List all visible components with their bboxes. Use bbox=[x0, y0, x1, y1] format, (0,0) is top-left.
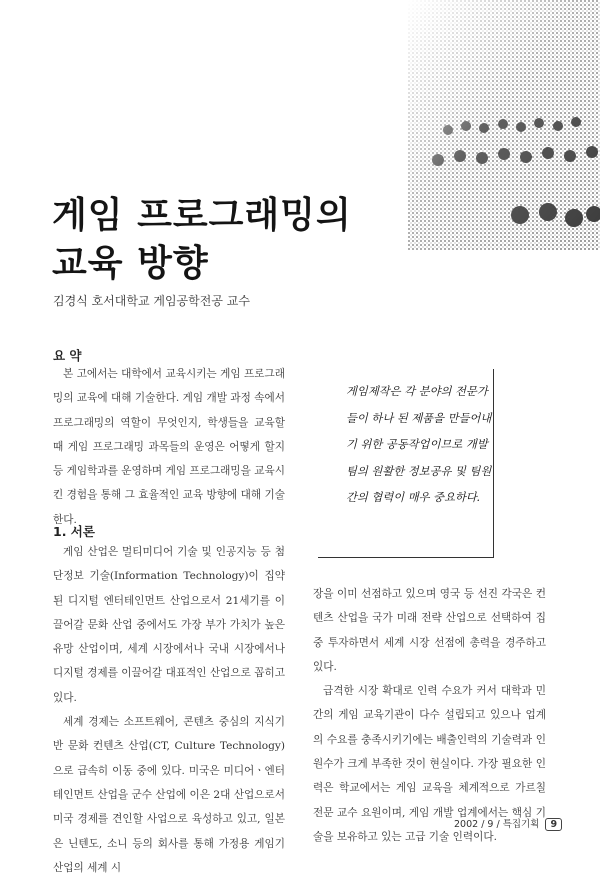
header-photo bbox=[408, 0, 600, 250]
conference-photo bbox=[408, 0, 600, 250]
intro-paragraph-2: 세계 경제는 소프트웨어, 콘텐츠 중심의 지식기반 문화 컨텐츠 산업(CT, Culture Technology)으로 급속히 이동 중에 있다. 미국은 미디어ㆍ엔터테인먼트 산업을 군수 산업에 이은 2대 산업으로서 미국 경제를 견인할 사업으로 육성하고 있고, 일본은 닌텐도, 소니 등의 회사를 통해 가정용 게임기 산업의 세계 시 bbox=[53, 716, 285, 874]
abstract-body bbox=[53, 362, 285, 532]
page-number: 9 bbox=[545, 818, 562, 831]
issue-label: 2002 / 9 / 특집기획 bbox=[454, 819, 540, 830]
abstract-text: 본 고에서는 대학에서 교육시키는 게임 프로그래밍의 교육에 대해 기술한다. 게임 개발 과정 속에서 프로그래밍의 역할이 무엇인지, 학생들을 교육할 때 게임 프로그래밍 과목들의 운영은 어떻게 할지 등 게임학과를 운영하며 게임 프로그래밍을 교육시킨 경험을 통해 그 효율적인 교육 방향에 대해 기술한다. bbox=[53, 368, 285, 526]
page-footer bbox=[454, 816, 562, 831]
title-line-1: 게임 프로그래밍의 bbox=[52, 195, 352, 236]
right-column bbox=[313, 582, 546, 849]
author-line: 김경식 호서대학교 게임공학전공 교수 bbox=[53, 294, 250, 308]
intro-paragraph-3: 급격한 시장 확대로 인력 수요가 커서 대학과 민간의 게임 교육기관이 다수 설립되고 있으나 업계의 수요를 충족시키기에는 배출인력의 기술력과 인원수가 크게 부족한 것이 현실이다. 가장 필요한 인력은 학교에서는 게임 교육을 체계적으로 가르칠 전문 교수 요원이며, 게임 개발 업계에서는 핵심 기술을 보유하고 있는 고급 기술 인력이다. bbox=[313, 685, 546, 843]
intro-paragraph-1: 게임 산업은 멀티미디어 기술 및 인공지능 등 첨단정보 기술(Information Technology)이 집약된 디지털 엔터테인먼트 산업으로서 21세기를 이끌어갈 문화 산업 중에서도 가장 부가 가치가 높은 유망 산업이며, 세계 시장에서나 국내 시장에서나 디지털 경제를 이끌어갈 대표적인 산업으로 꼽히고 있다. bbox=[53, 546, 285, 704]
abstract-heading: 요 약 bbox=[53, 348, 82, 363]
pull-quote-text: 게임제작은 각 분야의 전문가들이 하나 된 제품을 만들어내기 위한 공동작업이므로 개발팀의 원활한 정보공유 및 팀원간의 협력이 매우 중요하다. bbox=[346, 385, 492, 504]
pull-quote bbox=[318, 369, 494, 558]
title-line-2: 교육 방향 bbox=[52, 243, 209, 284]
article-title bbox=[52, 192, 352, 288]
intro-heading: 1. 서론 bbox=[53, 524, 95, 539]
intro-body bbox=[53, 540, 285, 880]
intro-continuation: 장을 이미 선점하고 있으며 영국 등 선진 각국은 컨텐츠 산업을 국가 미래 전략 산업으로 선택하여 집중 투자하면서 세계 시장 선점에 총력을 경주하고 있다. bbox=[313, 588, 546, 673]
